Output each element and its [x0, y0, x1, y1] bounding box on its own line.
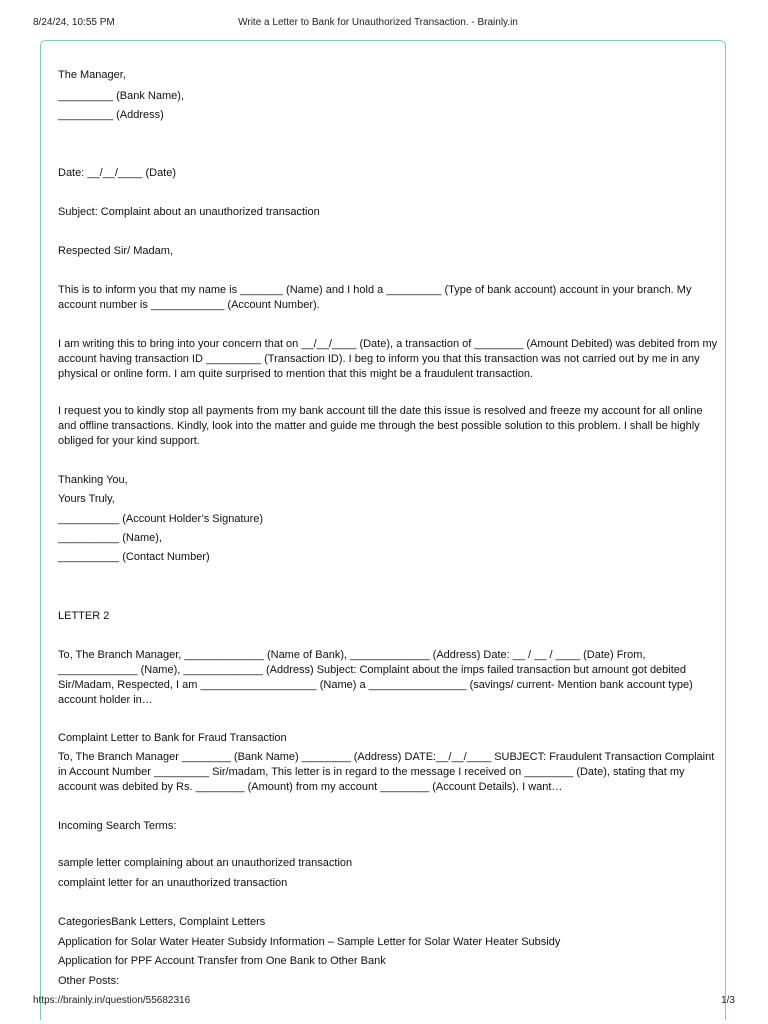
- letter-subject: Subject: Complaint about an unauthorized transaction: [58, 206, 320, 218]
- closing-line-4: __________ (Name),: [58, 532, 162, 544]
- related-post-link[interactable]: Application for PPF Account Transfer from One Bank to Other Bank: [58, 955, 386, 967]
- letter-salutation: Respected Sir/ Madam,: [58, 245, 173, 257]
- search-terms-heading: Incoming Search Terms:: [58, 820, 177, 832]
- letter-paragraph-1: This is to inform you that my name is _______ (Name) and I hold a _________ (Type of bank account) account in your branch. My account number is ____________ (Account Number).: [58, 284, 692, 311]
- print-page-title: Write a Letter to Bank for Unauthorized Transaction. - Brainly.in: [238, 17, 518, 28]
- other-posts-label: Other Posts:: [58, 975, 120, 987]
- closing-line-1: Thanking You,: [58, 474, 128, 486]
- search-term-item: sample letter complaining about an unauthorized transaction: [58, 857, 353, 869]
- related-post-link[interactable]: Application for Solar Water Heater Subsidy Information – Sample Letter for Solar Water Heater Subsidy: [58, 936, 561, 948]
- categories-line[interactable]: CategoriesBank Letters, Complaint Letters: [58, 916, 266, 928]
- closing-line-3: __________ (Account Holder’s Signature): [58, 513, 264, 525]
- closing-line-2: Yours Truly,: [58, 493, 115, 505]
- letter2-heading: LETTER 2: [58, 610, 110, 622]
- letter-date: Date: __/__/____ (Date): [58, 167, 177, 179]
- fraud-letter-body: To, The Branch Manager ________ (Bank Name) ________ (Address) DATE:__/__/____ SUBJECT: Fraudulent Transaction Complaint in Account Number _________ Sir/madam, This letter is in regard to the message I received on ________ (Date), stating that my account was debited by Rs. ________ (Amount) from my account ________ (Account Details). I want…: [58, 751, 715, 793]
- recipient-line-1: The Manager,: [58, 69, 126, 81]
- print-page-number: 1/3: [721, 995, 735, 1006]
- fraud-letter-link[interactable]: Complaint Letter to Bank for Fraud Transaction: [58, 732, 287, 744]
- recipient-line-2: _________ (Bank Name),: [58, 90, 184, 102]
- recipient-line-3: _________ (Address): [58, 109, 164, 121]
- print-datetime: 8/24/24, 10:55 PM: [33, 17, 115, 28]
- answer-card: [40, 40, 726, 1020]
- closing-line-5: __________ (Contact Number): [58, 551, 210, 563]
- letter2-body: To, The Branch Manager, _____________ (Name of Bank), _____________ (Address) Date: __ / __ / ____ (Date) From, _____________ (Name), _____________ (Address) Subject: Complaint about the imps failed transaction but amount got debited Sir/Madam, Respected, I am ___________________ (Name) a ________________ (savings/ current- Mention bank account type) account holder in…: [58, 649, 693, 706]
- print-url: https://brainly.in/question/55682316: [33, 995, 191, 1006]
- search-term-item: complaint letter for an unauthorized transaction: [58, 877, 288, 889]
- letter-paragraph-2: I am writing this to bring into your concern that on __/__/____ (Date), a transaction of ________ (Amount Debited) was debited from my account having transaction ID _________ (Transaction ID). I beg to inform you that this transaction was not carried out by me in any physical or online form. I am quite surprised to mention that this might be a fraudulent transaction.: [58, 338, 718, 380]
- letter-paragraph-3: I request you to kindly stop all payments from my bank account till the date this issue is resolved and freeze my account for all online and offline transactions. Kindly, look into the matter and guide me through the best possible solution to this problem. I shall be highly obliged for your kind support.: [58, 405, 703, 447]
